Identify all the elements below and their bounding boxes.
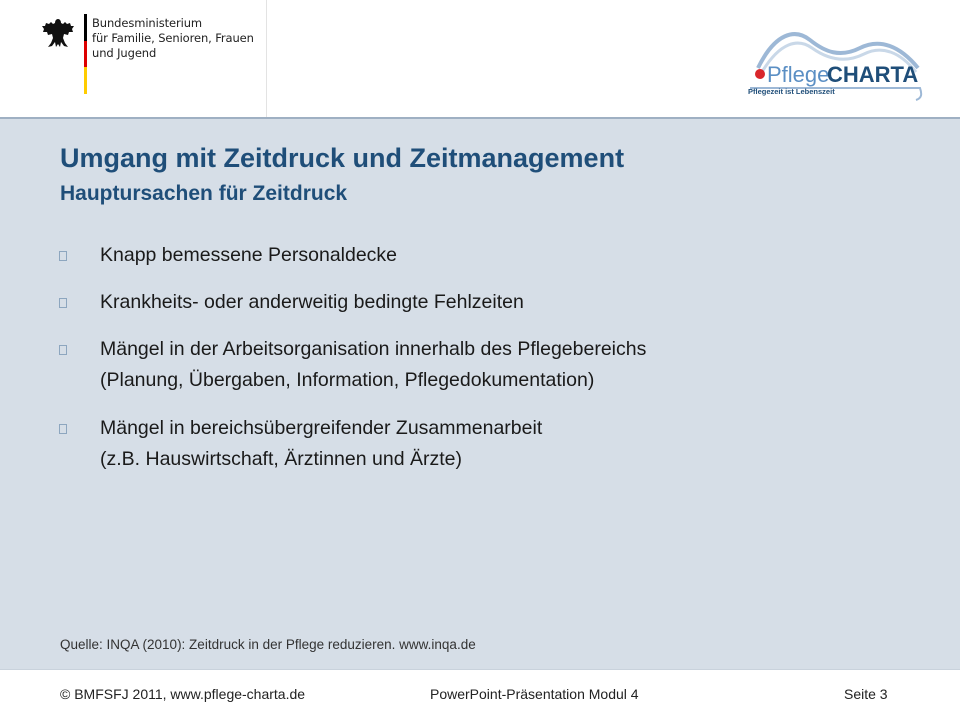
brand-pflege: Pflege bbox=[767, 62, 830, 87]
footer-copyright: © BMFSFJ 2011, www.pflege-charta.de bbox=[60, 686, 306, 702]
ministry-line: für Familie, Senioren, Frauen bbox=[92, 31, 254, 45]
bullet-line: (Planung, Übergaben, Information, Pflegedokumentation) bbox=[100, 369, 595, 391]
slide-header bbox=[0, 0, 960, 118]
slide-footer bbox=[0, 670, 960, 720]
bullet-line: Mängel in bereichsübergreifender Zusammenarbeit bbox=[100, 417, 543, 439]
bullet-line: Krankheits- oder anderweitig bedingte Fehlzeiten bbox=[100, 291, 524, 313]
ministry-logo-panel bbox=[22, 0, 267, 117]
ministry-line: Bundesministerium bbox=[92, 16, 203, 30]
slide-title: Umgang mit Zeitdruck und Zeitmanagement bbox=[60, 143, 625, 173]
federal-eagle-icon bbox=[40, 16, 76, 50]
ministry-name bbox=[92, 16, 272, 61]
bullet-line: Knapp bemessene Personaldecke bbox=[100, 244, 398, 266]
german-flag-stripe bbox=[84, 14, 87, 94]
brand-tagline: Pflegezeit ist Lebenszeit bbox=[748, 87, 835, 96]
brand-dot-icon bbox=[755, 69, 765, 79]
ministry-line: und Jugend bbox=[92, 46, 157, 60]
bullet-line: Mängel in der Arbeitsorganisation innerhalb des Pflegebereichs bbox=[100, 338, 647, 360]
brand-charta: CHARTA bbox=[827, 62, 919, 87]
source-citation: Quelle: INQA (2010): Zeitdruck in der Pflege reduzieren. www.inqa.de bbox=[60, 637, 476, 652]
bullet-line: (z.B. Hauswirtschaft, Ärztinnen und Ärzte) bbox=[100, 448, 462, 470]
footer-page-number: Seite 3 bbox=[844, 686, 888, 702]
slide-subtitle: Hauptursachen für Zeitdruck bbox=[60, 182, 348, 205]
pflege-charta-logo bbox=[740, 28, 930, 108]
footer-presentation-title: PowerPoint-Präsentation Modul 4 bbox=[430, 686, 639, 702]
